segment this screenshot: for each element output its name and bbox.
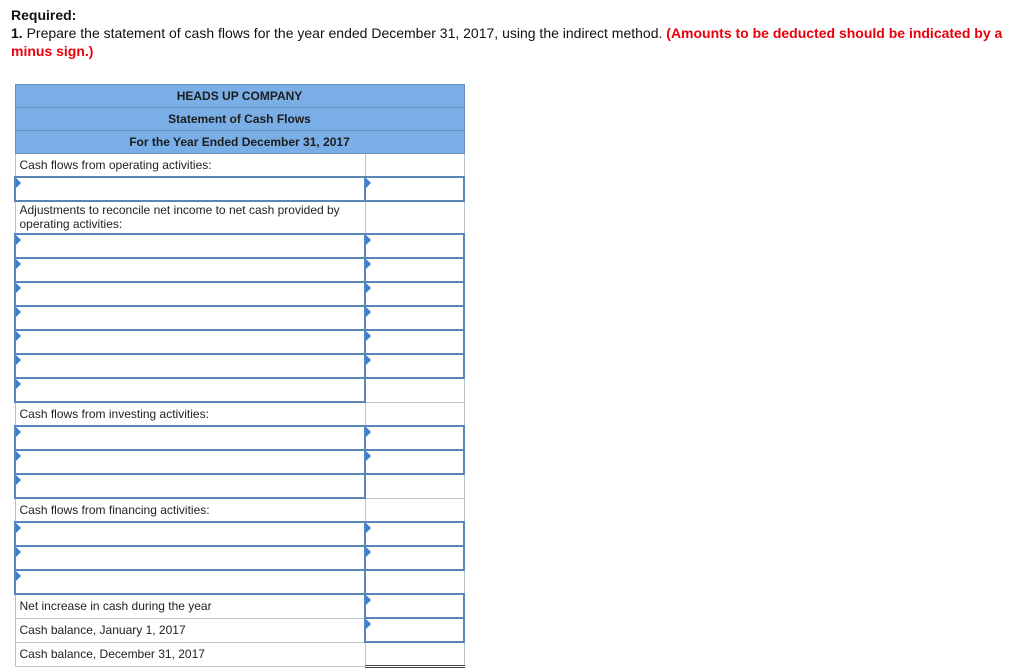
- adjustments-heading-row: [15, 201, 464, 234]
- amount-input[interactable]: [366, 453, 463, 471]
- line-item-select[interactable]: [15, 426, 365, 450]
- net-increase-row: [15, 594, 464, 618]
- investing-heading: Cash flows from investing activities:: [15, 402, 365, 426]
- amount-input[interactable]: [366, 309, 463, 327]
- line-item-input[interactable]: [16, 357, 364, 375]
- line-item-select[interactable]: [15, 474, 365, 498]
- line-item-input[interactable]: [16, 549, 364, 567]
- table-row: [15, 570, 464, 594]
- required-heading: Required:: [11, 7, 77, 23]
- line-item-select[interactable]: [15, 378, 365, 402]
- table-row: [15, 330, 464, 354]
- amount-cell-blank: [365, 201, 464, 234]
- instructions: [11, 6, 1011, 60]
- amount-input[interactable]: [366, 333, 463, 351]
- amount-input-cell[interactable]: [365, 306, 464, 330]
- table-row: [15, 282, 464, 306]
- amount-input-cell[interactable]: [365, 177, 464, 201]
- header-row-title: [15, 108, 464, 131]
- statement-title: Statement of Cash Flows: [15, 108, 464, 131]
- line-item-select[interactable]: [15, 330, 365, 354]
- amount-input-cell[interactable]: [365, 426, 464, 450]
- line-item-select[interactable]: [15, 234, 365, 258]
- cash-end-amount-cell: [365, 642, 464, 667]
- line-item-input[interactable]: [16, 573, 364, 591]
- amount-input-cell[interactable]: [365, 258, 464, 282]
- amount-cell-blank: [365, 498, 464, 522]
- operating-heading: Cash flows from operating activities:: [15, 154, 365, 178]
- table-row: [15, 258, 464, 282]
- amount-input-cell[interactable]: [365, 546, 464, 570]
- line-item-input[interactable]: [16, 429, 364, 447]
- line-item-input[interactable]: [16, 333, 364, 351]
- amount-input[interactable]: [366, 549, 463, 567]
- amount-input[interactable]: [366, 261, 463, 279]
- cash-begin-row: [15, 618, 464, 642]
- amount-input-cell[interactable]: [365, 450, 464, 474]
- amount-input-cell[interactable]: [365, 330, 464, 354]
- cash-begin-input[interactable]: [366, 621, 463, 639]
- line-item-select[interactable]: [15, 450, 365, 474]
- amount-input-cell[interactable]: [365, 354, 464, 378]
- table-row: [15, 450, 464, 474]
- minus-sign-note: (Amounts to be deducted should be indicated by a minus sign.): [11, 25, 1003, 59]
- table-row: [15, 378, 464, 402]
- amount-input[interactable]: [366, 525, 463, 543]
- line-item-input[interactable]: [16, 285, 364, 303]
- header-row-company: [15, 85, 464, 108]
- cash-begin-amount-cell[interactable]: [365, 618, 464, 642]
- requirement-text: [11, 24, 1011, 60]
- net-increase-label: Net increase in cash during the year: [15, 594, 365, 618]
- table-row: [15, 546, 464, 570]
- table-row: [15, 354, 464, 378]
- amount-input[interactable]: [366, 180, 463, 198]
- cash-flow-statement-table: [14, 84, 465, 668]
- company-name: HEADS UP COMPANY: [15, 85, 464, 108]
- table-row: [15, 522, 464, 546]
- header-row-period: [15, 131, 464, 154]
- net-increase-amount-cell[interactable]: [365, 594, 464, 618]
- cash-begin-label: Cash balance, January 1, 2017: [15, 618, 365, 642]
- amount-input-cell[interactable]: [365, 282, 464, 306]
- table-row: [15, 426, 464, 450]
- line-item-select[interactable]: [15, 546, 365, 570]
- line-item-select[interactable]: [15, 522, 365, 546]
- line-item-select[interactable]: [15, 258, 365, 282]
- line-item-input[interactable]: [16, 453, 364, 471]
- amount-cell-blank: [365, 402, 464, 426]
- line-item-input[interactable]: [16, 309, 364, 327]
- line-item-input[interactable]: [16, 180, 364, 198]
- line-item-select[interactable]: [15, 354, 365, 378]
- amount-input[interactable]: [366, 357, 463, 375]
- amount-cell-blank: [365, 570, 464, 594]
- line-item-input[interactable]: [16, 237, 364, 255]
- financing-heading: Cash flows from financing activities:: [15, 498, 365, 522]
- financing-heading-row: [15, 498, 464, 522]
- amount-input[interactable]: [366, 237, 463, 255]
- table-row: [15, 234, 464, 258]
- amount-cell-blank: [365, 154, 464, 178]
- line-item-input[interactable]: [16, 525, 364, 543]
- net-increase-input[interactable]: [366, 597, 463, 615]
- investing-heading-row: [15, 402, 464, 426]
- line-item-input[interactable]: [16, 261, 364, 279]
- item-number: 1.: [11, 25, 23, 41]
- operating-heading-row: [15, 154, 464, 178]
- cash-end-label: Cash balance, December 31, 2017: [15, 642, 365, 667]
- amount-input[interactable]: [366, 285, 463, 303]
- line-item-select[interactable]: [15, 177, 365, 201]
- statement-period: For the Year Ended December 31, 2017: [15, 131, 464, 154]
- item-text: Prepare the statement of cash flows for the year ended December 31, 2017, using the indirect method.: [26, 25, 663, 41]
- adjustments-heading: Adjustments to reconcile net income to net cash provided by operating activities:: [15, 201, 365, 234]
- amount-cell-blank: [365, 474, 464, 498]
- amount-input[interactable]: [366, 429, 463, 447]
- line-item-select[interactable]: [15, 282, 365, 306]
- table-row: [15, 474, 464, 498]
- amount-cell-blank: [365, 378, 464, 402]
- cash-end-row: [15, 642, 464, 667]
- line-item-select[interactable]: [15, 306, 365, 330]
- amount-input-cell[interactable]: [365, 234, 464, 258]
- line-item-input[interactable]: [16, 477, 364, 495]
- table-row: [15, 306, 464, 330]
- amount-input-cell[interactable]: [365, 522, 464, 546]
- line-item-input[interactable]: [16, 381, 364, 399]
- table-row: [15, 177, 464, 201]
- line-item-select[interactable]: [15, 570, 365, 594]
